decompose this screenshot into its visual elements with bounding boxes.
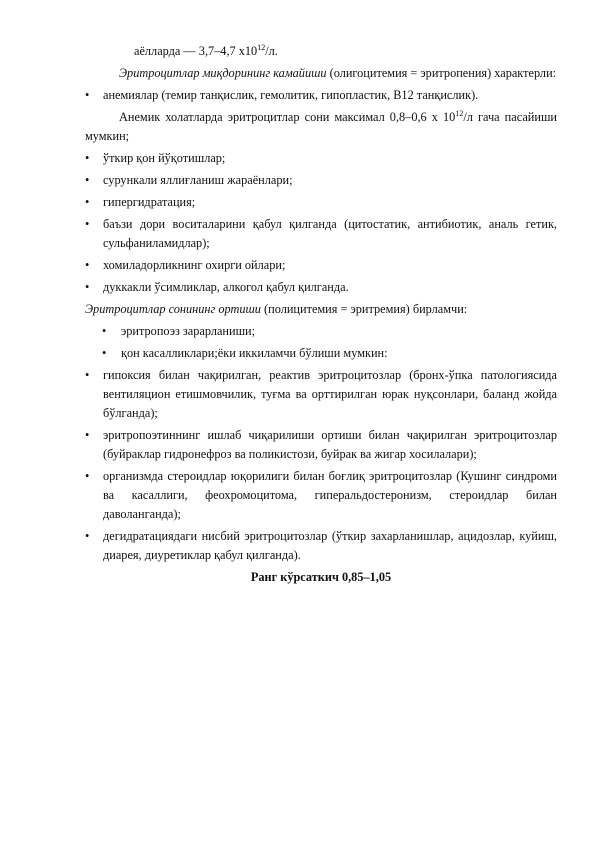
paragraph-decrease	[85, 64, 557, 83]
bullet-icon: •	[85, 529, 90, 543]
list-item-text: дегидратациядаги нисбий эритроцитозлар (ўткир захарланишлар, ацидозлар, куйиш, диарея, диуретиклар қабул қилганда).	[103, 529, 557, 562]
text-fragment: /л гача пасайиши мумкин;	[85, 110, 557, 143]
bullet-icon: •	[85, 280, 90, 294]
text-line	[85, 42, 557, 61]
list-item	[85, 527, 557, 565]
bullet-icon: •	[102, 324, 107, 338]
italic-term: Эритроцитлар миқдорининг камайиши	[119, 66, 327, 80]
list-item-text: сурункали яллиғланиш жараёнлари;	[103, 173, 293, 187]
list-item-text: баъзи дори воситаларини қабул қилганда (цитостатик, антибиотик, аналь гетик, сульфаниламидлар);	[103, 217, 557, 250]
text-fragment: /л.	[265, 44, 278, 58]
document-page	[85, 42, 557, 590]
list-item	[85, 322, 557, 341]
bullet-icon: •	[102, 346, 107, 360]
text-fragment: (олигоцитемия = эритропения) характерли:	[326, 66, 557, 80]
list-item	[85, 86, 557, 105]
bullet-icon: •	[85, 173, 90, 187]
list-item	[85, 467, 557, 524]
text-fragment: (полицитемия = эритремия) бирламчи:	[260, 302, 468, 316]
list-item	[85, 426, 557, 464]
list-item-text: организмда стероидлар юқорилиги билан боғлиқ эритроцитозлар (Кушинг синдроми ва касаллиги, феохромоцитома, гиперальдостеронизм, стероидлар билан даволанганда);	[103, 469, 557, 521]
list-item-text: хомиладорликнинг охирги ойлари;	[103, 258, 286, 272]
text-fragment: Анемик холатларда эритроцитлар сони максимал 0,8–0,6 x 10	[119, 110, 456, 124]
superscript: 12	[257, 42, 266, 52]
list-item	[85, 256, 557, 275]
list-item-text: қон касалликлари;ёки иккиламчи бўлиши мумкин:	[121, 346, 388, 360]
list-item	[85, 171, 557, 190]
list-item-text: эритропоэз зарарланиши;	[121, 324, 256, 338]
bullet-icon: •	[85, 88, 90, 102]
section-heading: Ранг кўрсаткич 0,85–1,05	[250, 570, 392, 584]
paragraph-anemic	[85, 108, 557, 146]
bullet-icon: •	[85, 195, 90, 209]
list-item	[85, 278, 557, 297]
list-item-text: дуккакли ўсимликлар, алкогол қабул қилганда.	[103, 280, 349, 294]
list-item	[85, 344, 557, 363]
paragraph-increase	[85, 300, 557, 319]
bullet-icon: •	[85, 428, 90, 442]
list-item-text: эритропоэтиннинг ишлаб чиқарилиши ортиши билан чақирилган эритроцитозлар (буйраклар гидронефроз ва поликистози, буйрак ва жигар хосилалари);	[103, 428, 557, 461]
list-item-text: анемиялар (темир танқислик, гемолитик, гипопластик, B12 танқислик).	[103, 88, 479, 102]
italic-term: Эритроцитлар сонининг ортиши	[85, 302, 261, 316]
list-item-text: гипергидратация;	[103, 195, 196, 209]
list-item	[85, 366, 557, 423]
list-item	[85, 215, 557, 253]
bullet-icon: •	[85, 368, 90, 382]
list-item	[85, 149, 557, 168]
bullet-icon: •	[85, 469, 90, 483]
text-fragment: аёлларда — 3,7–4,7 x10	[134, 44, 258, 58]
list-item	[85, 193, 557, 212]
superscript: 12	[455, 108, 464, 118]
bullet-icon: •	[85, 258, 90, 272]
list-item-text: гипоксия билан чақирилган, реактив эритроцитозлар (бронх-ўпка патологиясида вентиляцион етишмовчилик, туғма ва орттирилган юрак нуқсонлари, баланд жойда бўлганда);	[103, 368, 557, 420]
bullet-icon: •	[85, 217, 90, 231]
bullet-icon: •	[85, 151, 90, 165]
list-item-text: ўткир қон йўқотишлар;	[103, 151, 226, 165]
